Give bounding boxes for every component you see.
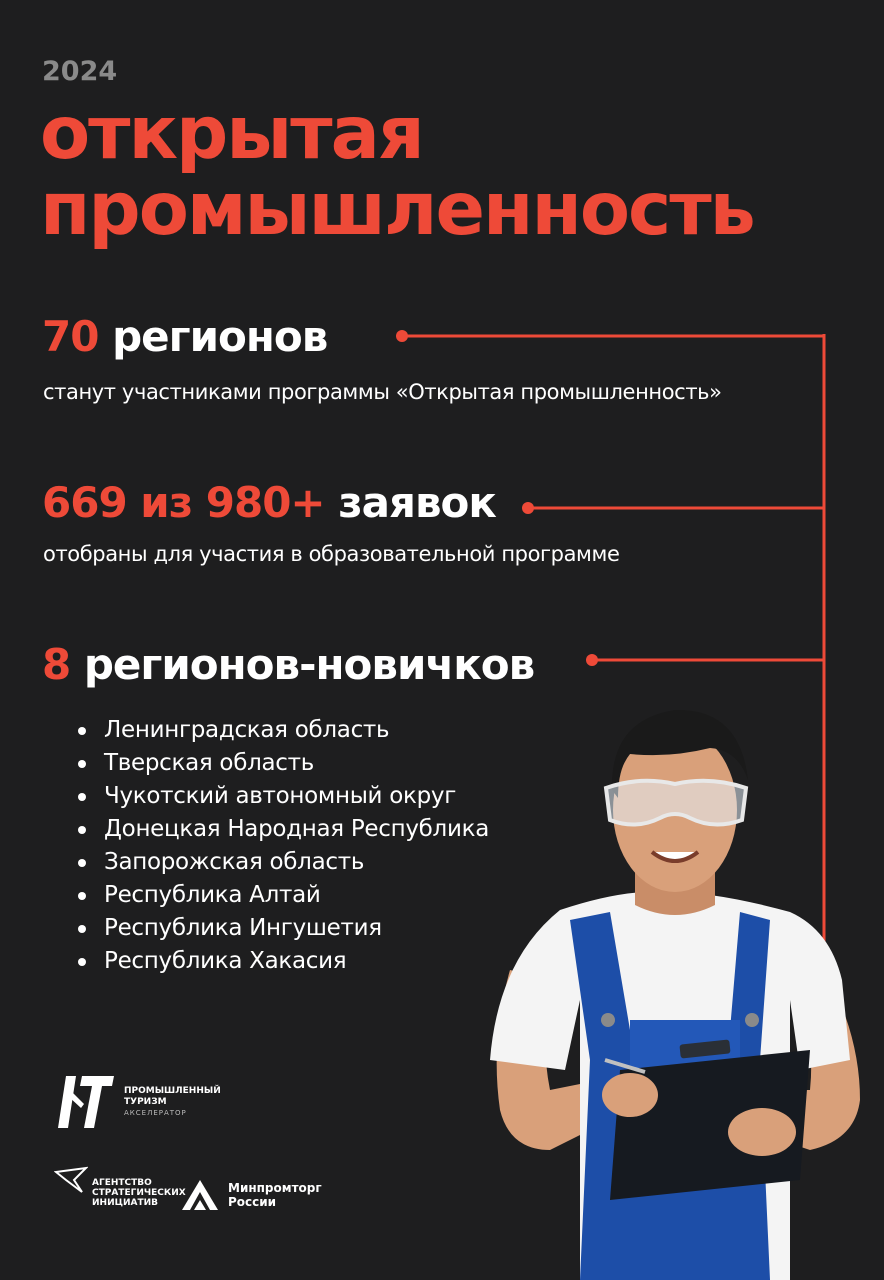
year-label: 2024 <box>42 56 118 87</box>
minpromtorg-logo-line1: Минпромторг <box>228 1181 322 1195</box>
stat-regions-number: 70 <box>42 312 99 361</box>
minpromtorg-logo-icon <box>180 1178 220 1212</box>
minpromtorg-logo-line2: России <box>228 1195 277 1209</box>
title-line-1: открытая <box>40 91 423 176</box>
region-item: Тверская область <box>78 747 489 780</box>
region-item: Запорожская область <box>78 846 489 879</box>
stat-new-regions-number: 8 <box>42 640 71 689</box>
connector-dot-2 <box>522 502 534 514</box>
asi-logo-line3: ИНИЦИАТИВ <box>92 1198 158 1208</box>
region-item: Донецкая Народная Республика <box>78 813 489 846</box>
title-line-2: промышленность <box>40 167 754 252</box>
stat-applications-label: заявок <box>324 478 496 527</box>
asi-logo-line1: АГЕНТСТВО <box>92 1178 152 1188</box>
tourism-logo-line2: ТУРИЗМ <box>124 1096 167 1107</box>
stat-new-regions-label: регионов-новичков <box>70 640 535 689</box>
asi-logo-line2: СТРАТЕГИЧЕСКИХ <box>92 1188 186 1198</box>
asi-logo <box>54 1166 186 1208</box>
tourism-logo-line3: АКСЕЛЕРАТОР <box>124 1108 187 1117</box>
tourism-logo-line1: ПРОМЫШЛЕННЫЙ <box>124 1085 221 1096</box>
new-regions-list <box>78 714 489 978</box>
region-item: Республика Хакасия <box>78 945 489 978</box>
asi-logo-icon <box>54 1166 88 1194</box>
stat-applications-number: 669 из 980+ <box>42 478 325 527</box>
tourism-accelerator-logo <box>54 1072 221 1132</box>
stat-regions-description: станут участниками программы «Открытая промышленность» <box>43 380 722 404</box>
stat-applications-description: отобраны для участия в образовательной программе <box>43 542 620 566</box>
connector-dot-3 <box>586 654 598 666</box>
stat-regions-label: регионов <box>98 312 328 361</box>
region-item: Чукотский автономный округ <box>78 780 489 813</box>
connector-dot-1 <box>396 330 408 342</box>
worker-photo <box>470 680 884 1280</box>
region-item: Республика Алтай <box>78 879 489 912</box>
region-item: Республика Ингушетия <box>78 912 489 945</box>
minpromtorg-logo <box>180 1178 322 1212</box>
region-item: Ленинградская область <box>78 714 489 747</box>
tourism-logo-icon <box>54 1072 114 1132</box>
